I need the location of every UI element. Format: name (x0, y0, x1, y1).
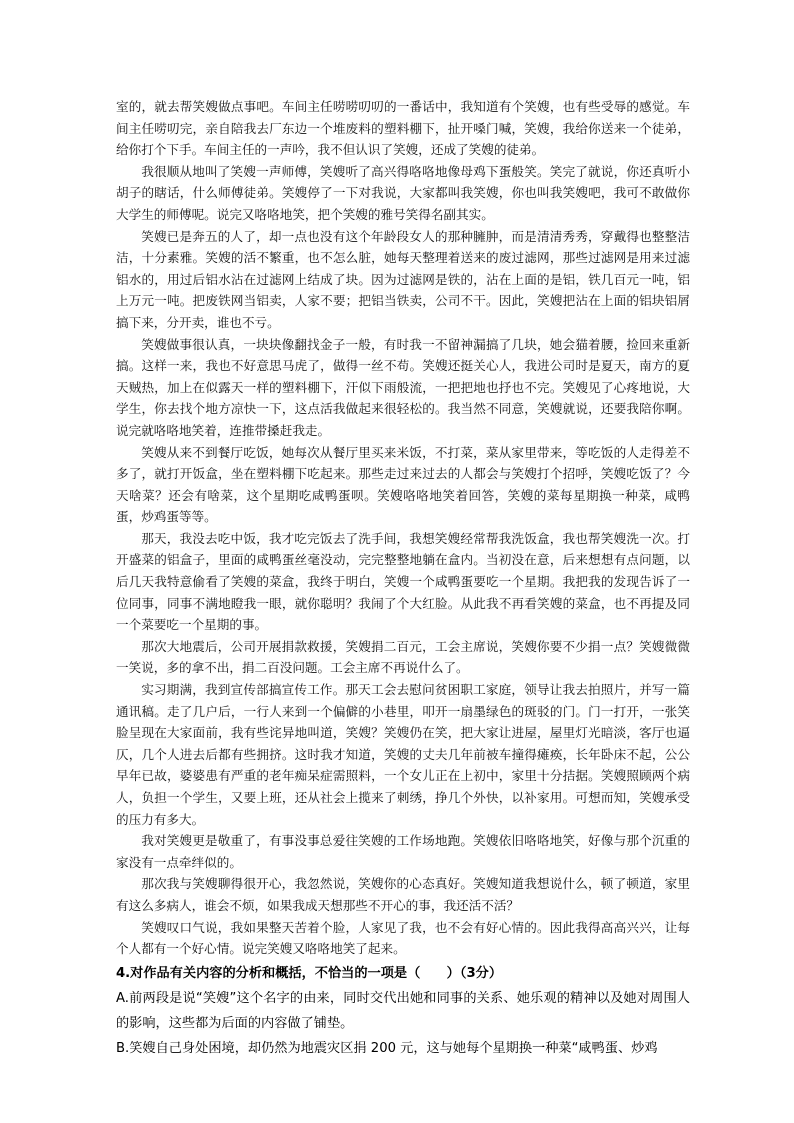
story-paragraph-1: 室的，就去帮笑嫂做点事吧。车间主任唠唠叨叨的一番话中，我知道有个笑嫂，也有些受辱的感觉。车间主任唠叨完，亲自陪我去厂东边一个堆废料的塑料棚下，扯开嗓门喊，笑嫂，我给你送来一个徒弟，给你打个下手。车间主任的一声吟，我不但认识了笑嫂，还成了笑嫂的徒弟。 (116, 99, 690, 158)
question-option-b: B.笑嫂自己身处困境，却仍然为地震灾区捐 200 元，这与她每个星期换一种菜“咸鸭蛋、炒鸡 (116, 1040, 658, 1056)
story-paragraph-2: 我很顺从地叫了笑嫂一声师傅，笑嫂听了高兴得咯咯地像母鸡下蛋般笑。笑完了就说，你还真听小胡子的瞎话，什么师傅徒弟。笑嫂停了一下对我说，大家都叫我笑嫂，你也叫我笑嫂吧，我可不敢做你大学生的师傅呢。说完又咯咯地笑，把个笑嫂的雅号笑得名副其实。 (116, 163, 690, 222)
story-paragraph-8: 实习期满，我到宣传部搞宣传工作。那天工会去慰问贫困职工家庭，领导让我去拍照片，并写一篇通讯稿。走了几户后，一行人来到一个偏僻的小巷里，叩开一扇墨绿色的斑驳的门。门一打开，一张笑脸呈现在大家面前，我有些诧异地叫道，笑嫂？笑嫂仍在笑，把大家让进屋，屋里灯光暗淡，客厅也逼仄，几个人进去后都有些拥挤。这时我才知道，笑嫂的丈夫几年前被车撞得瘫痪，长年卧床不起，公公早年已故，婆婆患有严重的老年痴呆症需照料，一个女儿正在上初中，家里十分拮据。笑嫂照顾两个病人，负担一个学生，又要上班，还从社会上揽来了刺绣，挣几个外快，以补家用。可想而知，笑嫂承受的压力有多大。 (116, 682, 690, 827)
story-paragraph-10: 那次我与笑嫂聊得很开心，我忽然说，笑嫂你的心态真好。笑嫂知道我想说什么，顿了顿道，家里有这么多病人，谁会不烦，如果我成天想那些不开心的事，我还活不活？ (116, 876, 690, 913)
story-paragraph-9: 我对笑嫂更是敬重了，有事没事总爱往笑嫂的工作场地跑。笑嫂依旧咯咯地笑，好像与那个沉重的家没有一点牵绊似的。 (116, 833, 690, 870)
story-paragraph-11: 笑嫂叹口气说，我如果整天苦着个脸，人家见了我，也不会有好心情的。因此我得高高兴兴，让每个人都有一个好心情。说完笑嫂又咯咯地笑了起来。 (116, 919, 690, 957)
question-option-a: A.前两段是说“笑嫂”这个名字的由来，同时交代出她和同事的关系、她乐观的精神以及她对周围人的影响，这些都为后面的内容做了铺垫。 (116, 990, 690, 1031)
story-paragraph-4: 笑嫂做事很认真，一块块像翻找金子一般，有时我一不留神漏搞了几块，她会猫着腰，捡回来重新搞。这样一来，我也不好意思马虎了，做得一丝不苟。笑嫂还挺关心人，我进公司时是夏天，南方的夏天贼热，加上在似露天一样的塑料棚下，汗似下雨般流，一把把地也抒也不完。笑嫂见了心疼地说，大学生，你去找个地方凉快一下，这点活我做起来很轻松的。我当然不同意，笑嫂就说，还要我陪你啊。说完就咯咯地笑着，连推带搡赶我走。 (116, 336, 690, 438)
story-paragraph-7: 那次大地震后，公司开展捐款救援，笑嫂捐二百元，工会主席说，笑嫂你要不少捐一点？笑嫂微微一笑说，多的拿不出，捐二百没问题。工会主席不再说什么了。 (116, 638, 690, 676)
story-paragraph-5: 笑嫂从来不到餐厅吃饭，她每次从餐厅里买来米饭，不打菜，菜从家里带来，等吃饭的人走得差不多了，就打开饭盒，坐在塑料棚下吃起来。那些走过来过去的人都会与笑嫂打个招呼，笑嫂吃饭了？今天啥菜？还会有啥菜，这个星期吃咸鸭蛋呗。笑嫂咯咯地笑着回答，笑嫂的菜每星期换一种菜，咸鸭蛋，炒鸡蛋等等。 (116, 444, 690, 525)
story-paragraph-3: 笑嫂已是奔五的人了，却一点也没有这个年龄段女人的那种臃肿，而是清清秀秀，穿戴得也整整洁洁，十分素雅。笑嫂的活不繁重，也不怎么脏，她每天整理着送来的废过滤网，那些过滤网是用来过滤铝水的，用过后铝水沾在过滤网上结成了块。因为过滤网是铁的，沾在上面的是铝，铁几百元一吨，铝上万元一吨。把废铁网当铝卖，人家不要；把铝当铁卖，公司不干。因此，笑嫂把沾在上面的铝块铝屑搞下来，分开卖，谁也不亏。 (116, 228, 690, 330)
story-paragraph-6: 那天，我没去吃中饭，我才吃完饭去了洗手间，我想笑嫂经常帮我洗饭盒，我也帮笑嫂洗一次。打开盛菜的铝盒子，里面的咸鸭蛋丝毫没动，完完整整地躺在盒内。当初没在意，后来想想有点问题，以后几天我特意偷看了笑嫂的菜盒，我终于明白，笑嫂一个咸鸭蛋要吃一个星期。我把我的发现告诉了一位同事，同事不满地瞪我一眼，就你聪明？我闹了个大红脸。从此我不再看笑嫂的菜盒，也不再提及同一个菜要吃一个星期的事。 (116, 530, 690, 633)
document-body (116, 96, 690, 1061)
question-stem: 4.对作品有关内容的分析和概括，不恰当的一项是（ ）（3分） (116, 965, 503, 981)
